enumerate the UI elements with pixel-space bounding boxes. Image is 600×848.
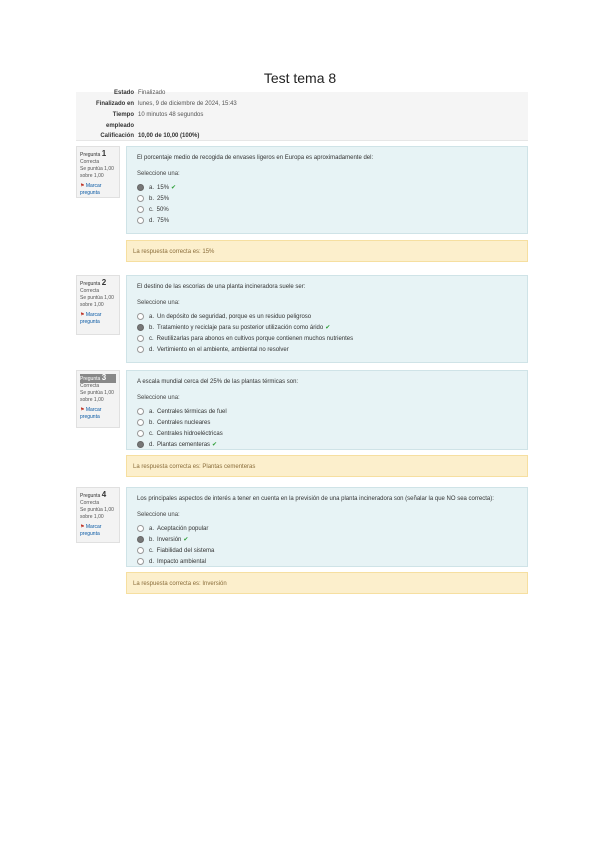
- question-number: Pregunta 3: [80, 374, 116, 383]
- radio-button[interactable]: [137, 335, 144, 342]
- question-text: Los principales aspectos de interés a tener en cuenta en la previsión de una planta incineradora son (señalar la que NO sea correcta):: [137, 496, 494, 502]
- summary-label: Tiempo empleado: [105, 112, 134, 129]
- summary-label: Estado: [113, 90, 134, 96]
- flag-icon: ⚑: [80, 312, 85, 318]
- radio-button[interactable]: [137, 558, 144, 565]
- answer-option[interactable]: c. 50%: [137, 205, 517, 216]
- answer-option[interactable]: d. Impacto ambiental: [137, 557, 517, 568]
- answer-option[interactable]: b. Centrales nucleares: [137, 418, 517, 429]
- flag-question-link[interactable]: ⚑ Marcar pregunta: [80, 312, 102, 325]
- question-info: [76, 487, 120, 543]
- flag-question-link[interactable]: ⚑ Marcar pregunta: [80, 183, 102, 196]
- flag-icon: ⚑: [80, 407, 85, 413]
- radio-button[interactable]: [137, 536, 144, 543]
- page-title: Test tema 8: [263, 70, 337, 86]
- check-icon: ✔: [171, 185, 177, 191]
- radio-button[interactable]: [137, 313, 144, 320]
- question-text: El destino de las escorias de una planta incineradora suele ser:: [137, 284, 306, 290]
- answer-option[interactable]: d. Plantas cementeras ✔: [137, 440, 517, 451]
- radio-button[interactable]: [137, 419, 144, 426]
- answer-option[interactable]: b. 25%: [137, 194, 517, 205]
- select-prompt: Seleccione una:: [137, 512, 180, 518]
- question-content: [126, 275, 528, 363]
- question-number: Pregunta 4: [80, 490, 107, 499]
- question-status: Correcta: [80, 288, 100, 294]
- question-score: Se puntúa 1,00 sobre 1,00: [80, 295, 114, 308]
- summary-value: 10 minutos 48 segundos: [138, 112, 204, 118]
- radio-button[interactable]: [137, 184, 144, 191]
- check-icon: ✔: [325, 325, 331, 331]
- summary-value: lunes, 9 de diciembre de 2024, 15:43: [138, 101, 237, 107]
- radio-button[interactable]: [137, 547, 144, 554]
- question-text: El porcentaje medio de recogida de envases ligeros en Europa es aproximadamente del:: [137, 155, 374, 161]
- answer-option[interactable]: a. 15% ✔: [137, 183, 517, 194]
- radio-button[interactable]: [137, 324, 144, 331]
- radio-button[interactable]: [137, 346, 144, 353]
- answer-option[interactable]: b. Tratamiento y reciclaje para su posterior utilización como árido ✔: [137, 323, 517, 334]
- flag-icon: ⚑: [80, 183, 85, 189]
- answer-option[interactable]: d. Vertimiento en el ambiente, ambiental no resolver: [137, 345, 517, 356]
- answer-option[interactable]: c. Reutilizarlas para abonos en cultivos porque contienen muchos nutrientes: [137, 334, 517, 345]
- check-icon: ✔: [183, 537, 189, 543]
- question-content: [126, 487, 528, 567]
- flag-question-link[interactable]: ⚑ Marcar pregunta: [80, 407, 102, 420]
- answer-option[interactable]: d. 75%: [137, 216, 517, 227]
- flag-question-link[interactable]: ⚑ Marcar pregunta: [80, 524, 102, 537]
- radio-button[interactable]: [137, 441, 144, 448]
- summary-row-time: [76, 110, 528, 132]
- attempt-summary: [76, 92, 528, 141]
- question-status: Correcta: [80, 383, 100, 389]
- question-number: Pregunta 1: [80, 149, 107, 158]
- question-info: [76, 370, 120, 428]
- question-status: Correcta: [80, 500, 100, 506]
- answer-option[interactable]: b. Inversión ✔: [137, 535, 517, 546]
- answer-option[interactable]: a. Un depósito de seguridad, porque es un residuo peligroso: [137, 312, 517, 323]
- radio-button[interactable]: [137, 217, 144, 224]
- radio-button[interactable]: [137, 525, 144, 532]
- correct-answer-feedback: La respuesta correcta es: 15%: [126, 240, 528, 262]
- radio-button[interactable]: [137, 430, 144, 437]
- select-prompt: Seleccione una:: [137, 395, 180, 401]
- question-score: Se puntúa 1,00 sobre 1,00: [80, 507, 114, 520]
- question-status: Correcta: [80, 159, 100, 165]
- question-content: [126, 370, 528, 450]
- question-score: Se puntúa 1,00 sobre 1,00: [80, 390, 114, 403]
- question-text: A escala mundial cerca del 25% de las plantas térmicas son:: [137, 379, 299, 385]
- summary-value: Finalizado: [138, 90, 166, 96]
- summary-value: 10,00 de 10,00 (100%): [138, 133, 200, 139]
- summary-label: Calificación: [100, 133, 134, 139]
- answer-option[interactable]: c. Centrales hidroeléctricas: [137, 429, 517, 440]
- question-info: [76, 275, 120, 335]
- select-prompt: Seleccione una:: [137, 171, 180, 177]
- question-info: [76, 146, 120, 198]
- question-content: [126, 146, 528, 234]
- summary-row-state: [76, 88, 528, 99]
- summary-row-grade: [76, 131, 528, 142]
- check-icon: ✔: [212, 442, 218, 448]
- correct-answer-feedback: La respuesta correcta es: Plantas cementeras: [126, 455, 528, 477]
- radio-button[interactable]: [137, 408, 144, 415]
- select-prompt: Seleccione una:: [137, 300, 180, 306]
- correct-answer-feedback: La respuesta correcta es: Inversión: [126, 572, 528, 594]
- radio-button[interactable]: [137, 195, 144, 202]
- question-number: Pregunta 2: [80, 278, 107, 287]
- answer-option[interactable]: a. Aceptación popular: [137, 524, 517, 535]
- radio-button[interactable]: [137, 206, 144, 213]
- flag-icon: ⚑: [80, 524, 85, 530]
- answer-option[interactable]: c. Fiabilidad del sistema: [137, 546, 517, 557]
- summary-label: Finalizado en: [95, 101, 134, 107]
- answer-option[interactable]: a. Centrales térmicas de fuel: [137, 407, 517, 418]
- question-score: Se puntúa 1,00 sobre 1,00: [80, 166, 114, 179]
- summary-row-finished: [76, 99, 528, 110]
